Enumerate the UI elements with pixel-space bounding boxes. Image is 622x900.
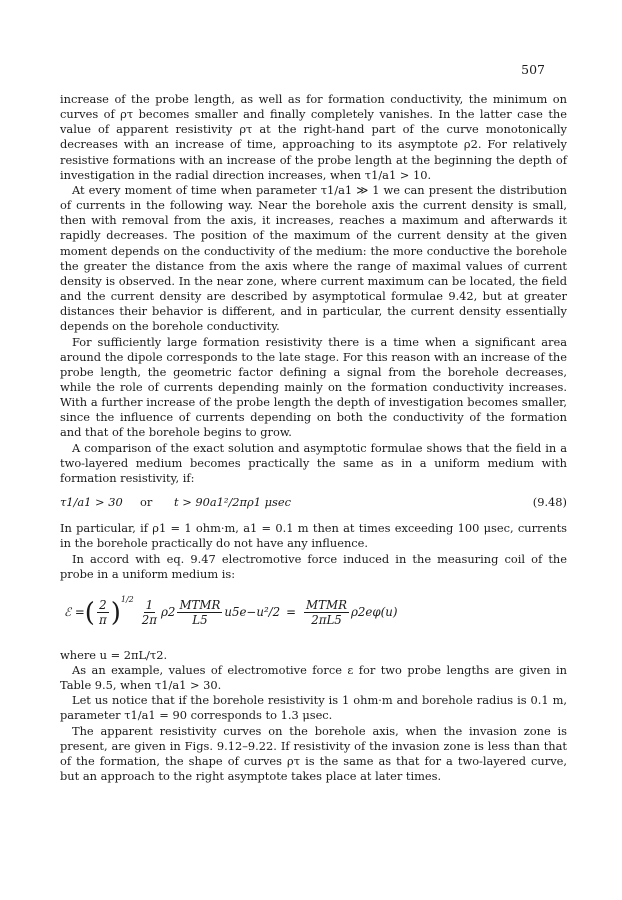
- two-over-pi-fraction: [97, 598, 109, 627]
- paragraph-5: In particular, if ρ1 = 1 ohm·m, a1 = 0.1 m then at times exceeding 100 μsec, currents in the borehole practically do not have any influence.: [60, 521, 567, 551]
- emf-equation: [60, 590, 567, 636]
- rho2-term: ρ2: [161, 605, 176, 620]
- moment-fraction: [177, 598, 222, 627]
- page-number: 507: [521, 62, 545, 77]
- paragraph-6: In accord with eq. 9.47 electromotive force induced in the measuring coil of the probe in a uniform medium is:: [60, 551, 567, 581]
- page-body: [60, 92, 567, 784]
- paragraph-3: For sufficiently large formation resistivity there is a time when a significant area around the dipole corresponds to the late stage. For this reason with an increase of the probe length, the geometric factor defining a signal from the borehole decreases, while the role of currents depending mainly on the formation conductivity increases. With a further increase of the probe length the depth of investigation becomes smaller, since the influence of currents depending on both the conductivity of the formation and that of the borehole begins to grow.: [60, 334, 567, 440]
- paragraph-4: A comparison of the exact solution and asymptotic formulae shows that the field in a two-layered medium becomes practically the same as in a uniform medium with formation resistivity, if:: [60, 440, 567, 485]
- fraction-denominator: π: [98, 613, 107, 628]
- right-paren: ): [110, 597, 121, 628]
- equation-number: (9.48): [532, 495, 567, 510]
- fraction-denominator: 2πL5: [311, 613, 342, 628]
- fraction-numerator: MTMR: [179, 598, 221, 613]
- tail-term: ρ2eφ(u): [350, 605, 398, 620]
- fraction-numerator: 1: [145, 598, 154, 613]
- fraction-denominator: 2π: [141, 613, 157, 628]
- paragraph-8: As an example, values of electromotive force ε for two probe lengths are given in Table 9.5, when τ1/a1 > 30.: [60, 663, 567, 693]
- one-over-2pi-fraction: [140, 598, 159, 627]
- left-paren: (: [84, 597, 95, 628]
- fraction-numerator: 2: [99, 598, 107, 613]
- equation-left-condition: τ1/a1 > 30: [60, 495, 123, 510]
- paragraph-2: At every moment of time when parameter τ1/a1 ≫ 1 we can present the distribution of currents in the following way. Near the borehole axis the current density is small, then with removal from the axis, it increases, reaches a maximum and afterwards it rapidly decreases. The position of the maximum of the current density at the given moment depends on the conductivity of the medium: the more conductive the borehole the greater the distance from the axis where the range of maximal values of current density is observed. In the near zone, where current maximum can be located, the field and the current density are described by asymptotical formulae 9.42, but at greater distances their behavior is different, and in particular, the current density essentially depends on the borehole conductivity.: [60, 182, 567, 334]
- paragraph-10: The apparent resistivity curves on the borehole axis, when the invasion zone is present, are given in Figs. 9.12–9.22. If resistivity of the invasion zone is less than that of the formation, the shape of curves ρτ is the same as that for a two-layered curve, but an approach to the right asymptote takes place at later times.: [60, 723, 567, 784]
- emf-lhs: ℰ =: [64, 605, 85, 620]
- paragraph-7: where u = 2πL/τ2.: [60, 647, 168, 662]
- u5-exponential-term: u5e−u²/2: [224, 605, 281, 620]
- fraction-numerator: MTMR: [306, 598, 347, 613]
- equals-sign: =: [286, 605, 297, 620]
- paragraph-9: Let us notice that if the borehole resistivity is 1 ohm·m and borehole radius is 0.1 m, parameter τ1/a1 = 90 corresponds to 1.3 μsec.: [60, 693, 567, 723]
- equation-9-48: [60, 495, 567, 510]
- equation-right-condition: t > 90a1²/2πρ1 μsec: [174, 495, 291, 510]
- moment-over-2piL5-fraction: [304, 598, 349, 627]
- exponent: 1/2: [120, 594, 134, 604]
- fraction-denominator: L5: [192, 613, 208, 628]
- equation-connector: or: [140, 495, 153, 510]
- paragraph-1: increase of the probe length, as well as for formation conductivity, the minimum on curves of ρτ becomes smaller and finally completely vanishes. In the latter case the value of apparent resistivity ρτ at the right-hand part of the curve monotonically decreases with an increase of time, approaching to its asymptote ρ2. For relatively resistive formations with an increase of the probe length at the beginning the depth of investigation in the radial direction increases, when τ1/a1 > 10.: [60, 92, 567, 182]
